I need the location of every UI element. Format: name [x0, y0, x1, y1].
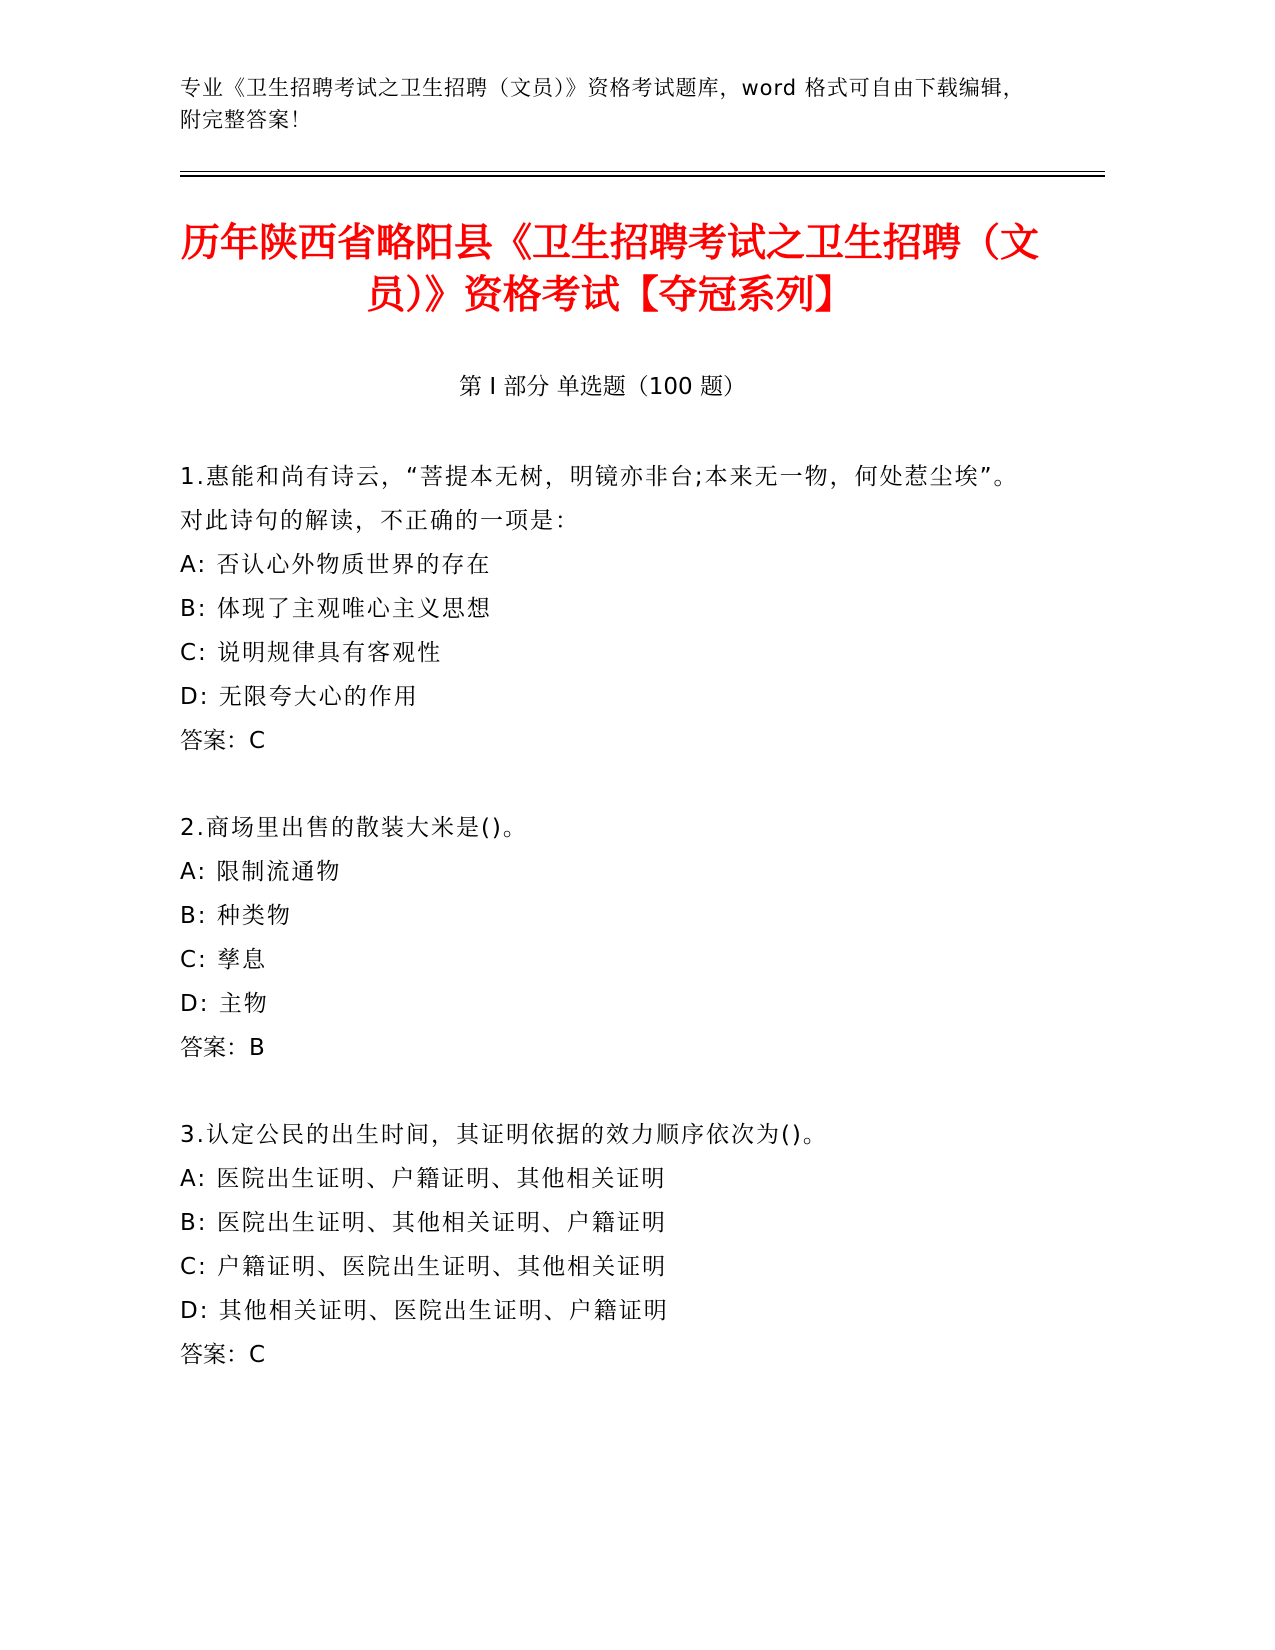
option-c: C: 户籍证明、医院出生证明、其他相关证明 — [180, 1254, 668, 1280]
option-a: A: 限制流通物 — [180, 859, 342, 885]
question-3 — [180, 1113, 1030, 1377]
option-a: A: 医院出生证明、户籍证明、其他相关证明 — [180, 1166, 667, 1192]
question-stem: 1.惠能和尚有诗云，“菩提本无树，明镜亦非台;本来无一物，何处惹尘埃”。对此诗句的解读，不正确的一项是： — [180, 464, 1019, 534]
question-2 — [180, 806, 1030, 1070]
answer: 答案：C — [180, 1342, 266, 1368]
option-c: C: 说明规律具有客观性 — [180, 640, 443, 666]
answer: 答案：C — [180, 728, 266, 754]
option-a: A: 否认心外物质世界的存在 — [180, 552, 492, 578]
header-divider-thin — [180, 171, 1105, 172]
answer: 答案：B — [180, 1035, 265, 1061]
part-heading: 第 I 部分 单选题（100 题） — [459, 374, 746, 400]
option-d: D: 其他相关证明、医院出生证明、户籍证明 — [180, 1298, 669, 1324]
document-title: 历年陕西省略阳县《卫生招聘考试之卫生招聘（文员）》资格考试【夺冠系列】 — [180, 221, 1039, 318]
option-b: B: 体现了主观唯心主义思想 — [180, 596, 492, 622]
header-divider-thick — [180, 175, 1105, 177]
question-stem: 3.认定公民的出生时间，其证明依据的效力顺序依次为()。 — [180, 1122, 828, 1148]
option-b: B: 种类物 — [180, 903, 292, 929]
option-b: B: 医院出生证明、其他相关证明、户籍证明 — [180, 1210, 667, 1236]
question-1 — [180, 455, 1030, 763]
question-list — [180, 455, 1030, 1420]
option-d: D: 无限夸大心的作用 — [180, 684, 419, 710]
header-note: 专业《卫生招聘考试之卫生招聘（文员）》资格考试题库，word 格式可自由下载编辑，附完整答案！ — [180, 76, 1025, 132]
question-stem: 2.商场里出售的散装大米是()。 — [180, 815, 528, 841]
option-c: C: 孳息 — [180, 947, 268, 973]
option-d: D: 主物 — [180, 991, 269, 1017]
